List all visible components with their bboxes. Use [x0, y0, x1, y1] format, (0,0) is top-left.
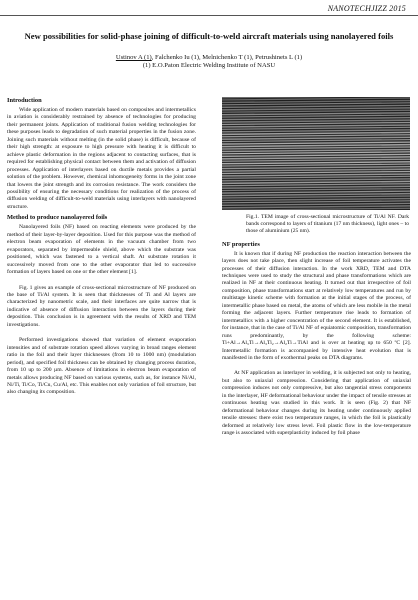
spacer: [222, 362, 411, 370]
left-column: [7, 97, 196, 397]
journal-tag: NANOTECHJIZZ 2015: [327, 4, 406, 13]
section-heading-nf-properties: NF properties: [222, 240, 260, 248]
figure-caption: Fig.1. TEM image of cross-sectional microstructure of Ti/Al NF. Dark bands correspond to layers of titanium (17 nm thickness), light ones – to those of aluminium (25 nm).: [246, 214, 409, 235]
tem-micrograph: [222, 97, 410, 210]
spacer: [7, 277, 196, 285]
author-line: [20, 54, 398, 62]
lead-author: Ustinov A (1): [115, 54, 152, 61]
nf-paragraph-2: At NF application as interlayer in welding, it is subjected not only to heating, but also to uniaxial compression. Considering that application of uniaxial compression induces not only compressive, but also tangential stress components in the interlayer, HF deformational behaviour under the impact of tensile stresses at continuous heating was studied in this work. It is seen (Fig. 2) that NF deformational behaviour changes during its heating under continuously applied tensile stresses: there exist two temperature ranges, in which the foil is plastically deformed at relatively low stress level. Foil plastic flow in the low-temperature range is associated with superplasticity induced by foil phase: [222, 370, 411, 437]
paper-title: New possibilities for solid-phase joining of difficult-to-weld aircraft materials using nanolayered foils: [24, 31, 394, 41]
method-paragraph-2: Fig. 1 gives an example of cross-sectional microstructure of NF produced on the base of Ti/Al system. It is seen that thicknesses of Ti and Al layers are characterized by nanometric scale, and their interfaces are quite narrow that is indicative of absence of diffusion interaction between the layers during their deposition. This conclusion is in agreement with the results of XRD and TEM investigations.: [7, 284, 196, 328]
tem-micrograph-image: [222, 97, 410, 210]
section-heading-introduction: Introduction: [7, 97, 42, 104]
co-authors: , Falchenko Iu (1), Melnichenko T (1), Petrushinets L (1): [151, 54, 303, 61]
section-heading-method: Method to produce nanolayered foils: [7, 214, 108, 222]
intro-paragraph: Wide application of modern materials based on composites and intermetallics in aviation is considerably restrained by absence of technologies for producing their permanent joints. Application of traditional fusion welding technologies for these purposes leads to degradation of such material properties in the fusion zone. Joining such materials without melting (in the solid phase) is difficult, because of their high strength: at exposure to high pressure with heating it is difficult to achieve plastic deformation in the regions adjacent to contacting surfaces, that is required for establishing physical contact between them and activation of diffusion processes. Application of interlayers based on ductile metals provides a partial solution of the problem. However, chemical inhomogeneity forms in the joint zone that lowers the joint strength and its corrosion resistance. The work considers the possibility of ensuring the necessary conditions for realization of the process of diffusion welding of difficult-to-weld materials using interlayers with nanolayered structure.: [7, 107, 196, 210]
method-paragraph-1: Nanolayered foils (NF) based on reacting elements were produced by the method of their layer-by-layer deposition. Used for this purpose was the method of electron beam evaporation of elements in the vacuum chamber from two evaporators, separated by impermeable shield, above which the substrate was positioned, which was fastened to a vertical shaft. At substrate rotation it successively moved from one to the other evaporator that led to successive formation of layers based on one or the other element [1].: [7, 224, 196, 276]
affiliation: (1) E.O.Paton Electric Welding Institute of NASU: [142, 62, 276, 69]
nf-paragraph-1: It is known that if during NF production the reaction interaction between the layers does not take place, then slight increase of foil temperature activates the processes of their diffusion interaction. In the work XRD, TEM and DTA techniques were used to study the structural and phase transformations which are realized in NF at their continuous heating. It turned out that irrespective of foil composition, phase transformations start at relatively low temperatures and run by multistage kinetic scheme with formation at the initial stages of the process, of intermetallic phase based on metal, the atoms of which are less mobile in the metal forming the adjacent layers. Further temperature rise leads to formation of intermetallics with a higher concentration of the second element. It is established, for instance, that in the case of Ti/Al NF of equiatomic composition, transformation runs predominantly, by the following scheme: Ti+Al→Al₃Ti→Al₃Ti₂→Al₂Ti→TiAl and is over at heating up to 650 ºC [2]. Intermetallic formation is accompanied by intensive heat evolution that is manifested in the form of exothermal peaks on DTA diagrams.: [222, 250, 411, 361]
method-paragraph-3: Performed investigations showed that variation of element evaporation intensities and of substrate rotation speed allows varying in broad ranges element ratio in the foil and their layer thicknesses (from 10 to 1000 nm) (modulation period), and specified foil thickness can be obtained by changing process duration, from 10 up to 200 µm. Absence of limitations in electron beam evaporation of metals allows producing NF based on various systems, such as, for instance Ni/Al, Ni/Ti, Ti/Co, Ti/Cu, Cu/Al, etc. This enables not only variation of foil structure, but also changing its composition.: [7, 337, 196, 396]
header-rule: [0, 15, 418, 16]
right-column: [222, 97, 411, 437]
